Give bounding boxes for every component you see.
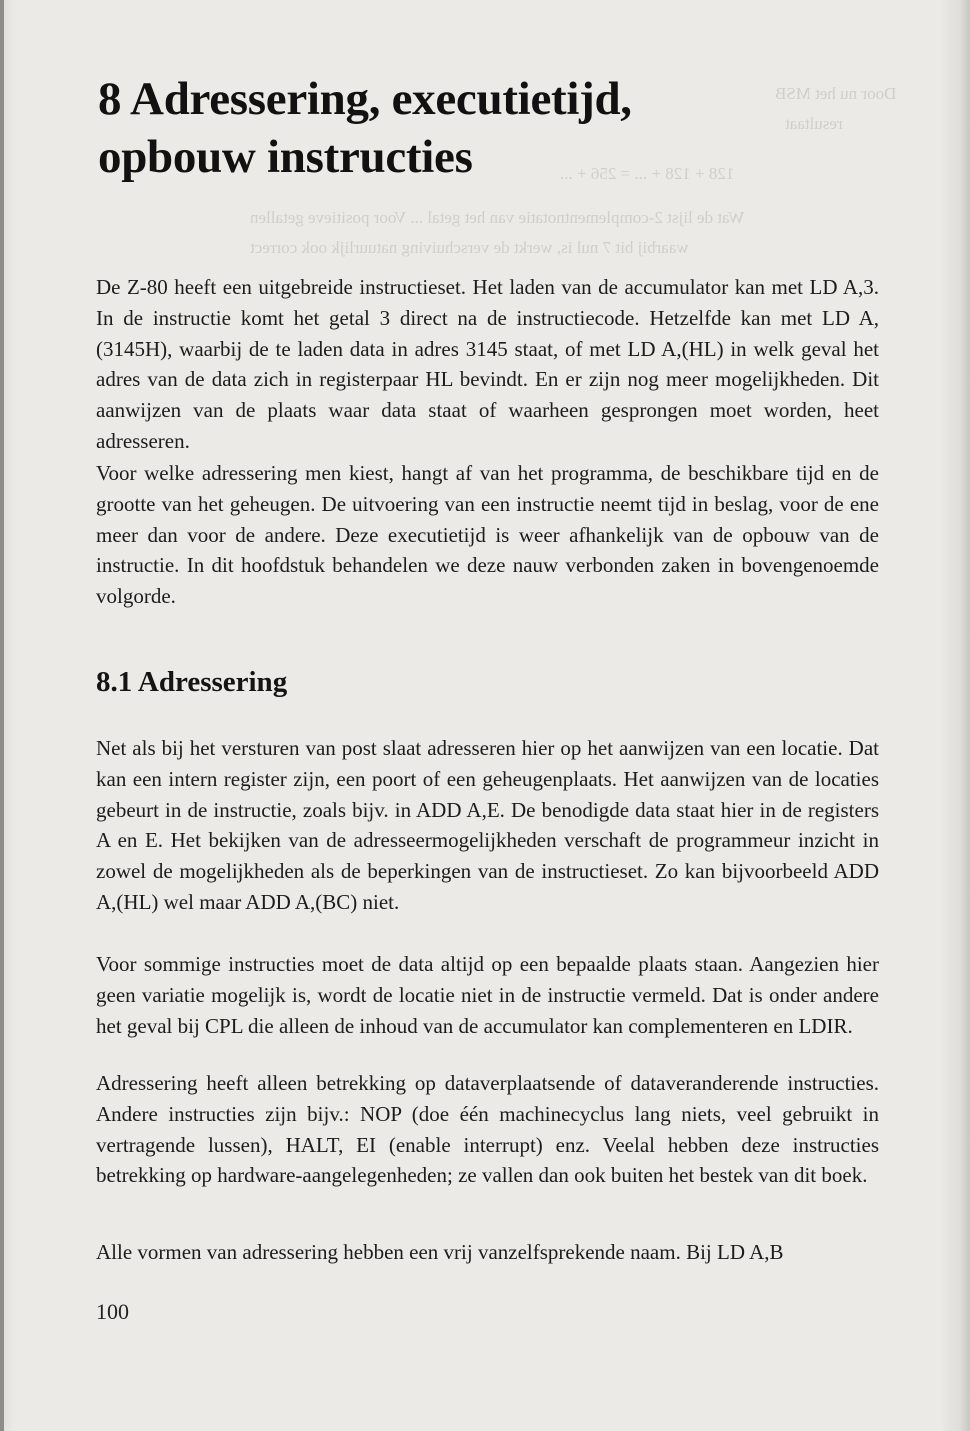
show-through-line-4: Wat de lijst 2-complementnotatie van het getal ... Voor positieve getallen <box>250 208 745 227</box>
intro-paragraph-1: De Z-80 heeft een uitgebreide instructieset. Het laden van de accumulator kan met LD A,3. In de instructie komt het getal 3 direct na de instructiecode. Hetzelfde kan met LD A,(3145H), waarbij de te laden data in adres 3145 staat, of met LD A,(HL) in welk geval het adres van de data zich in registerpaar HL bevindt. En er zijn nog meer mogelijkheden. Dit aanwijzen van de plaats waar data staat of waarheen gesprongen moet worden, heet adresseren. <box>96 275 879 453</box>
section-paragraph-2: Voor sommige instructies moet de data altijd op een bepaalde plaats staan. Aangezien hier geen variatie mogelijk is, wordt de locatie niet in de instructie vermeld. Dat is onder andere het geval bij CPL die alleen de inhoud van de accumulator kan complementeren en LDIR. <box>96 952 879 1038</box>
show-through-line-3: 128 + 128 + ... = 256 + ... <box>560 164 735 183</box>
section-paragraph-3: Adressering heeft alleen betrekking op dataverplaatsende of dataveranderende instructies. Andere instructies zijn bijv.: NOP (doe één machinecyclus lang niets, veel gebruikt in vertragende lussen), HALT, EI (enable interrupt) enz. Veelal hebben deze instructies betrekking op hardware-aangelegenheden; ze vallen dan ook buiten het bestek van dit boek. <box>96 1071 879 1188</box>
show-through-line-5: waarbij bit 7 nul is, werkt de verschuiving natuurlijk ook correct <box>250 238 689 257</box>
show-through-line-2: resultaat <box>785 114 843 133</box>
show-through-line-1: Door nu het MSB <box>775 84 897 103</box>
section-paragraph-4: Alle vormen van adressering hebben een vrij vanzelfsprekende naam. Bij LD A,B <box>96 1240 784 1264</box>
intro-paragraph-2: Voor welke adressering men kiest, hangt af van het programma, de beschikbare tijd en de grootte van het geheugen. De uitvoering van een instructie neemt tijd in beslag, voor de ene meer dan voor de andere. Deze executietijd is weer afhankelijk van de opbouw van de instructie. In dit hoofdstuk behandelen we deze nauw verbonden zaken in bovengenoemde volgorde. <box>96 461 879 609</box>
page-left-edge <box>0 0 4 1431</box>
page-right-edge <box>960 0 970 1431</box>
section-heading: 8.1 Adressering <box>96 666 288 698</box>
page-number: 100 <box>96 1299 129 1324</box>
chapter-title: 8 Adressering, executietijd, opbouw instructies <box>98 73 632 183</box>
section-paragraph-1: Net als bij het versturen van post slaat adresseren hier op het aanwijzen van een locatie. Dat kan een intern register zijn, een poort of een geheugenplaats. Het aanwijzen van de locaties gebeurt in de instructie, zoals bijv. in ADD A,E. De benodigde data staat hier in de registers A en E. Het bekijken van de adresseermogelijkheden verschaft de programmeur inzicht in zowel de mogelijkheden als de beperkingen van de instructieset. Zo kan bijvoorbeeld ADD A,(HL) wel maar ADD A,(BC) niet. <box>96 736 879 914</box>
